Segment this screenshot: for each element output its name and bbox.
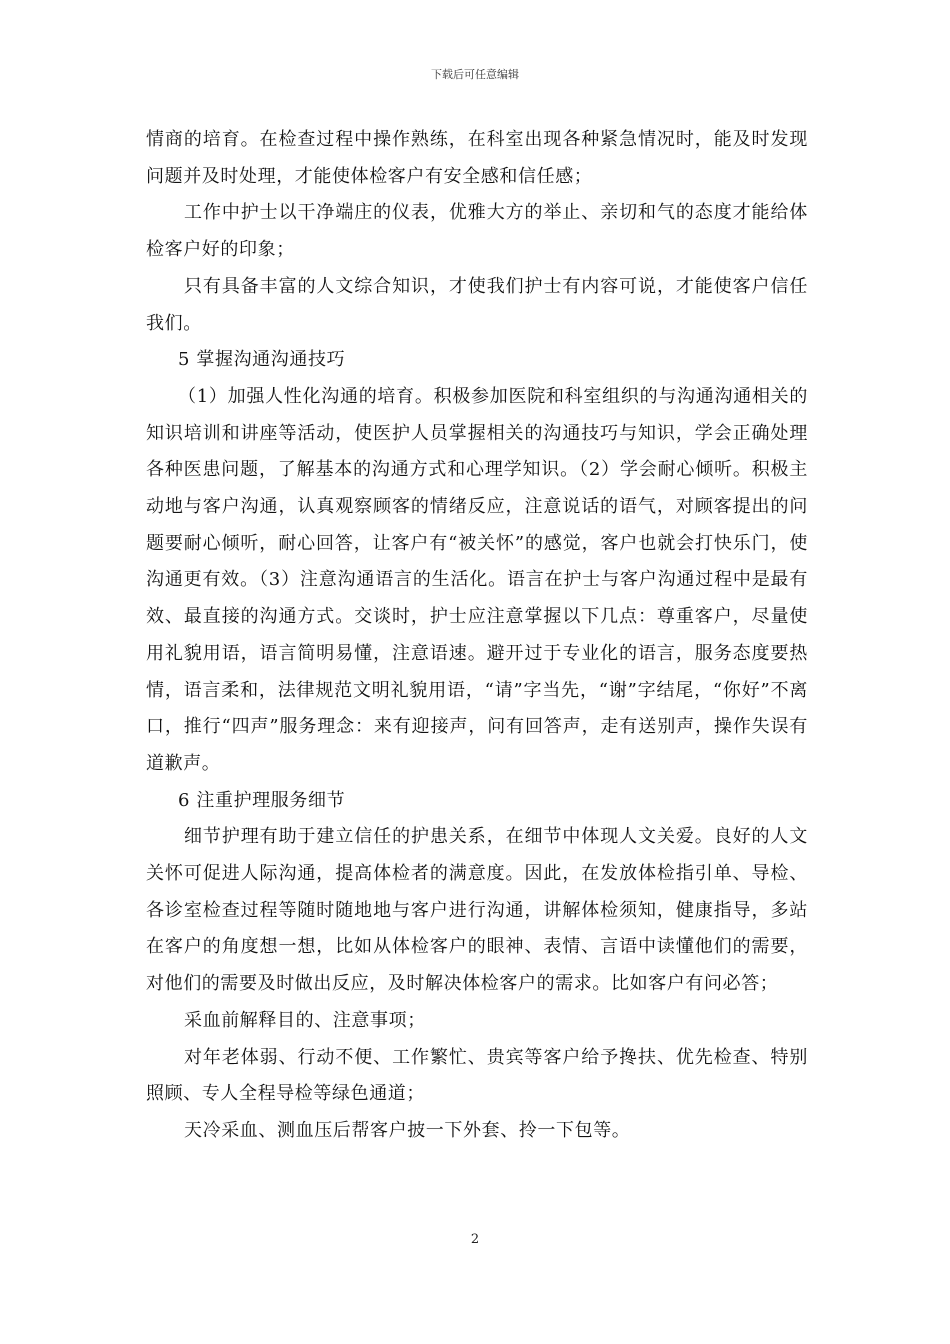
page-number: 2 bbox=[470, 1232, 480, 1247]
paragraph-knowledge: 只有具备丰富的人文综合知识，才使我们护士有内容可说，才能使客户信任我们。 bbox=[146, 275, 808, 334]
paragraph-service-details: 细节护理有助于建立信任的护患关系，在细节中体现人文关爱。良好的人文关怀可促进人际沟通，提高体检者的满意度。因此，在发放体检指引单、导检、各诊室检查过程等随时随地地与客户进行沟通，讲解体检须知，健康指导，多站在客户的角度想一想，比如从体检客户的眼神、表情、言语中读懂他们的需要，对他们的需要及时做出反应，及时解决体检客户的需求。比如客户有问必答； bbox=[146, 826, 808, 995]
paragraph-appearance: 工作中护士以干净端庄的仪表，优雅大方的举止、亲切和气的态度才能给体检客户好的印象； bbox=[146, 202, 808, 261]
paragraph-continuation: 情商的培育。在检查过程中操作熟练，在科室出现各种紧急情况时，能及时发现问题并及时处理，才能使体检客户有安全感和信任感； bbox=[146, 129, 808, 187]
document-body bbox=[146, 122, 808, 1150]
paragraph-cold-weather: 天冷采血、测血压后帮客户披一下外套、拎一下包等。 bbox=[184, 1119, 631, 1141]
paragraph-blood-collection: 采血前解释目的、注意事项； bbox=[184, 1009, 426, 1031]
paragraph-green-channel: 对年老体弱、行动不便、工作繁忙、贵宾等客户给予搀扶、优先检查、特别照顾、专人全程导检等绿色通道； bbox=[146, 1046, 808, 1105]
section-heading-5: 5 掌握沟通沟通技巧 bbox=[178, 349, 346, 371]
paragraph-communication-skills: （1）加强人性化沟通的培育。积极参加医院和科室组织的与沟通沟通相关的知识培训和讲座等活动，使医护人员掌握相关的沟通技巧与知识，学会正确处理各种医患问题，了解基本的沟通方式和心理学知识。（2）学会耐心倾听。积极主动地与客户沟通，认真观察顾客的情绪反应，注意说话的语气，对顾客提出的问题要耐心倾听，耐心回答，让客户有“被关怀”的感觉，客户也就会打快乐门，使沟通更有效。（3）注意沟通语言的生活化。语言在护士与客户沟通过程中是最有效、最直接的沟通方式。交谈时，护士应注意掌握以下几点：尊重客户，尽量使用礼貌用语，语言简明易懂，注意语速。避开过于专业化的语言，服务态度要热情，语言柔和，法律规范文明礼貌用语，“请”字当先，“谢”字结尾，“你好”不离口，推行“四声”服务理念：来有迎接声，问有回答声，走有送别声，操作失误有道歉声。 bbox=[146, 385, 808, 774]
section-heading-6: 6 注重护理服务细节 bbox=[178, 789, 346, 811]
page-header: 下载后可任意编辑 bbox=[431, 68, 519, 81]
